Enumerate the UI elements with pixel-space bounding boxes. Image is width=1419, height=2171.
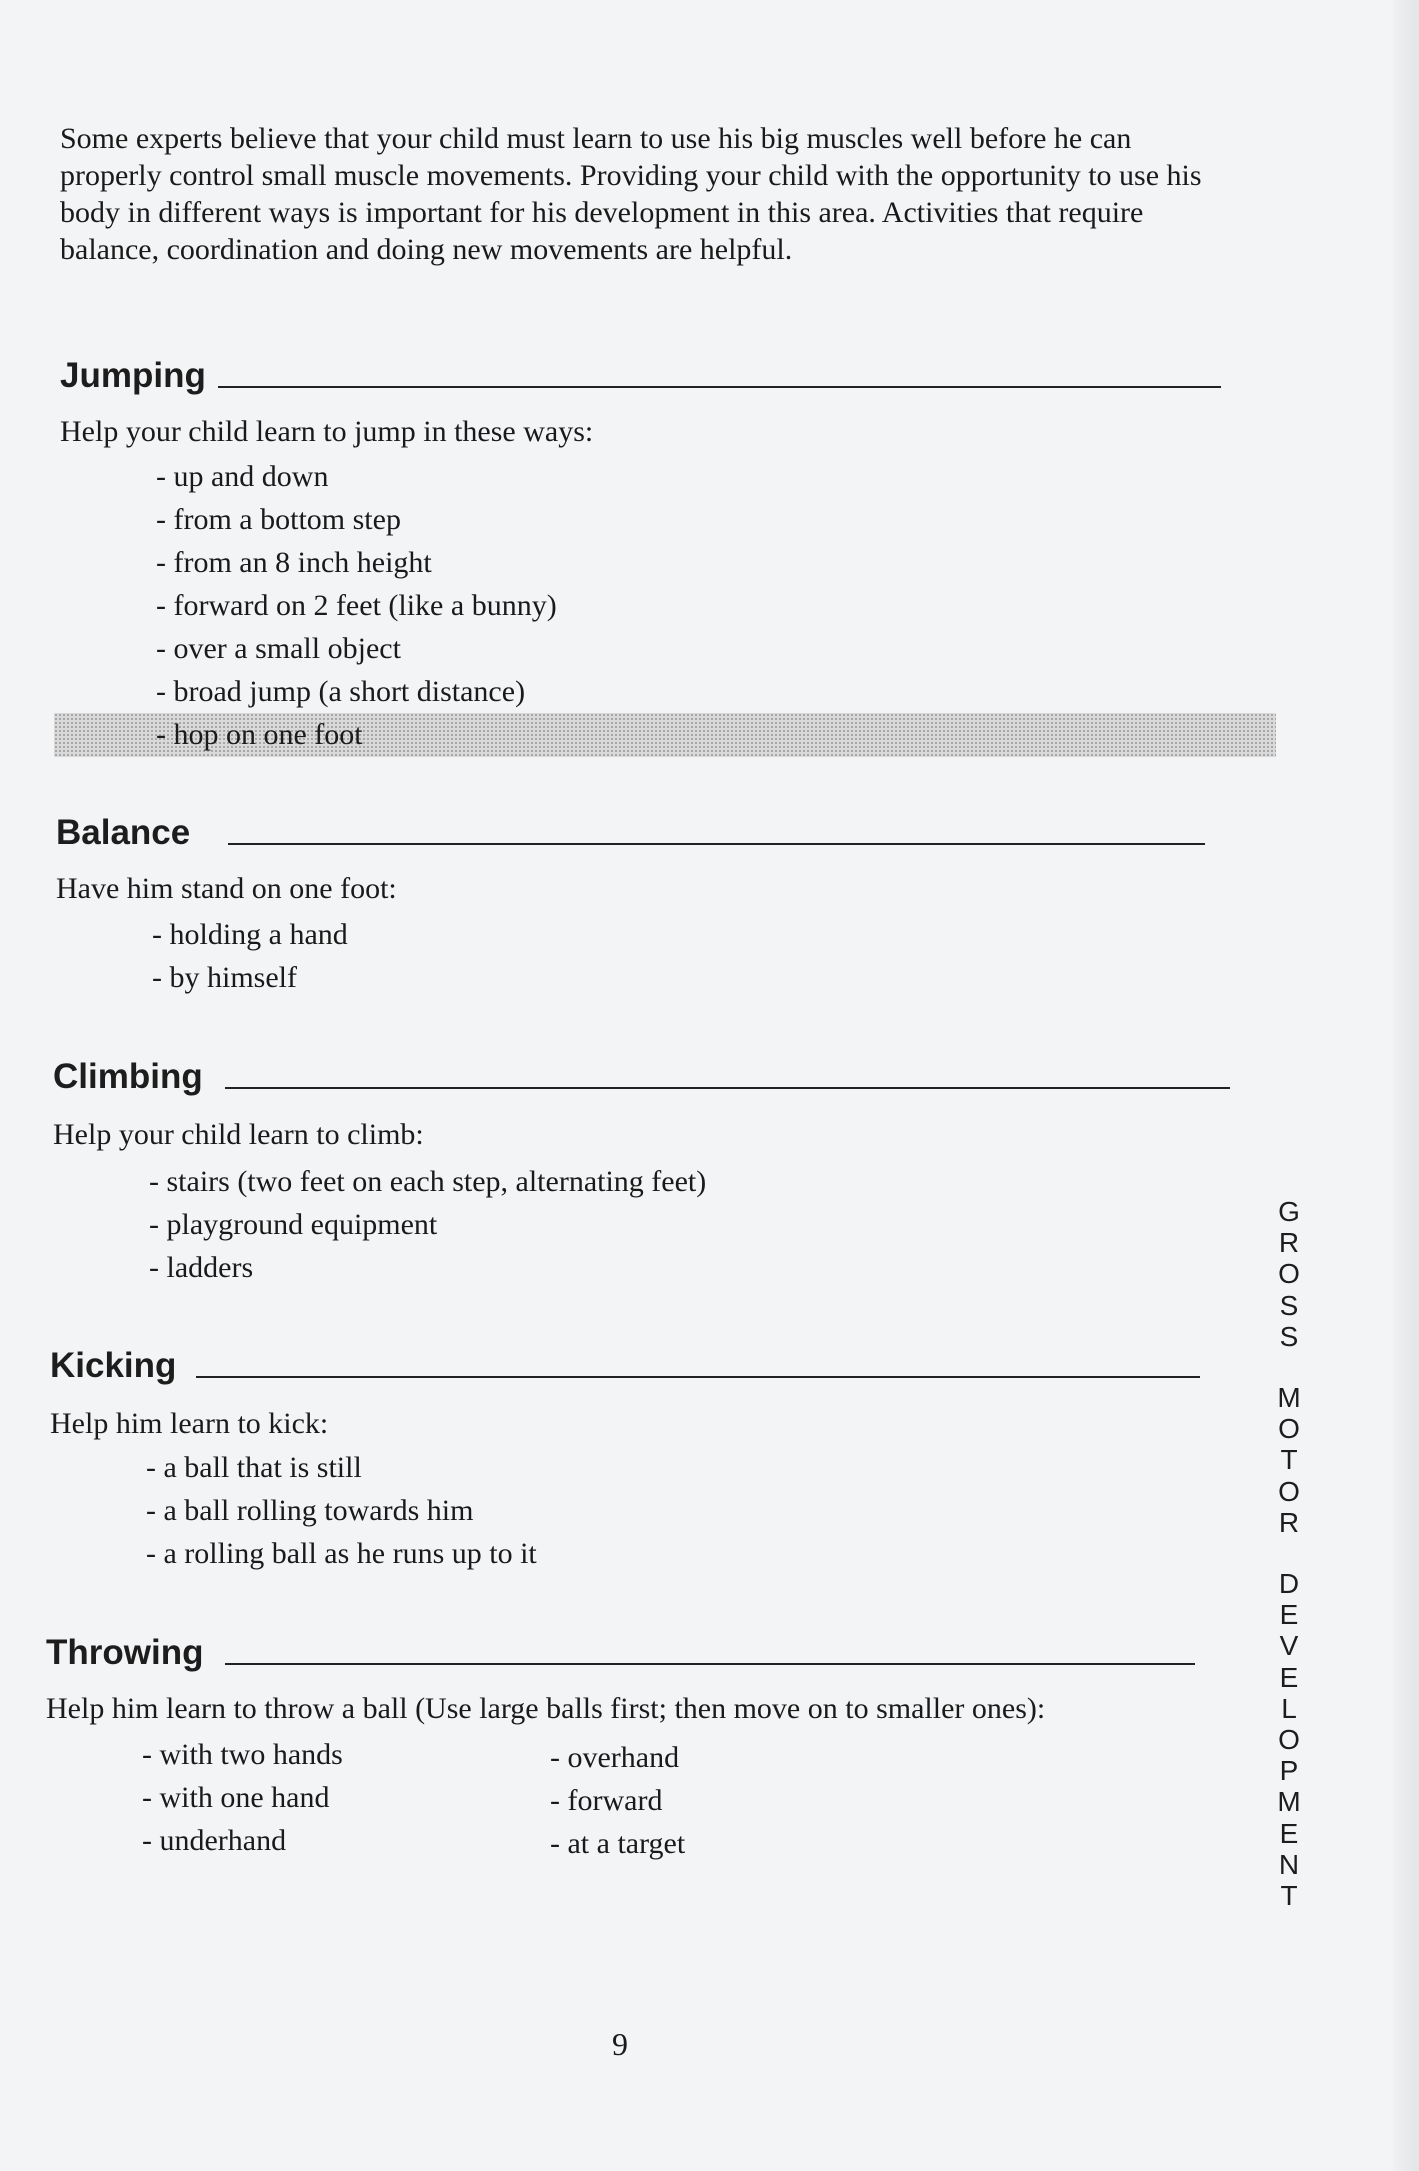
kicking-heading [50,1346,1200,1386]
throwing-lead: Help him learn to throw a ball (Use large balls first; then move on to smaller ones): [46,1692,1046,1725]
jumping-title: Jumping [60,356,206,395]
balance-heading [56,813,1205,853]
throwing-list-col2 [550,1736,685,1865]
list-item: - up and down [156,460,329,493]
list-item: - ladders [149,1251,254,1284]
jumping-list [156,455,1276,757]
page-number: 9 [612,2026,628,2062]
sidebar-vertical-title [1272,1196,1306,1911]
list-item: - from a bottom step [156,503,401,536]
list-item: - forward [550,1784,663,1817]
list-item: - a ball rolling towards him [146,1494,474,1527]
jumping-rule [218,386,1221,388]
sidebar-letter: O [1278,1413,1300,1445]
climbing-lead: Help your child learn to climb: [53,1118,424,1151]
list-item: - a ball that is still [146,1451,362,1484]
list-item-highlighted: - hop on one foot [54,713,1276,757]
sidebar-letter: T [1280,1444,1298,1476]
sidebar-letter: S [1279,1289,1299,1321]
sidebar-letter: E [1279,1817,1299,1849]
list-item: - by himself [152,961,297,994]
climbing-heading [53,1057,1230,1097]
list-item: - a rolling ball as he runs up to it [146,1537,537,1570]
sidebar-word [1272,1382,1306,1538]
sidebar-letter: V [1279,1630,1299,1662]
list-item: - forward on 2 feet (like a bunny) [156,589,557,622]
page-edge-shadow [1393,0,1419,2171]
throwing-title: Throwing [46,1633,204,1672]
sidebar-letter: M [1277,1382,1301,1414]
sidebar-letter: G [1278,1196,1300,1227]
sidebar-letter: M [1277,1786,1301,1818]
sidebar-letter: T [1280,1880,1298,1912]
sidebar-letter: R [1278,1227,1300,1259]
sidebar-letter: O [1278,1724,1300,1756]
sidebar-letter: E [1279,1661,1299,1693]
throwing-heading [46,1633,1195,1673]
sidebar-letter: O [1278,1258,1300,1290]
list-item: - at a target [550,1827,686,1860]
throwing-list-col1 [142,1733,343,1862]
sidebar-word [1272,1196,1306,1352]
balance-lead: Have him stand on one foot: [56,872,397,905]
sidebar-letter: L [1281,1692,1297,1724]
list-item: - stairs (two feet on each step, alternating feet) [149,1165,707,1198]
sidebar-letter: D [1278,1568,1300,1600]
kicking-lead: Help him learn to kick: [50,1407,329,1440]
sidebar-letter: S [1279,1320,1299,1352]
kicking-title: Kicking [50,1346,177,1385]
kicking-list [146,1446,537,1575]
climbing-title: Climbing [53,1057,203,1096]
sidebar-word [1272,1568,1306,1911]
list-item: - with one hand [142,1781,330,1814]
throwing-rule [225,1663,1195,1665]
balance-list [152,913,348,999]
climbing-rule [225,1087,1230,1089]
sidebar-letter: N [1278,1848,1300,1880]
climbing-list [149,1160,706,1289]
list-item: - with two hands [142,1738,343,1771]
intro-paragraph: Some experts believe that your child must learn to use his big muscles well before he can properly control small muscle movements. Providing your child with the opportunity to use his body in different ways is important for his development in this area. Activities that require balance, coordination and doing new movements are helpful. [60,122,1202,266]
list-item: - over a small object [156,632,401,665]
list-item: - underhand [142,1824,287,1857]
list-item: - from an 8 inch height [156,546,432,579]
balance-title: Balance [56,813,191,852]
jumping-heading [60,356,1221,396]
list-item: - overhand [550,1741,680,1774]
list-item: - broad jump (a short distance) [156,675,526,708]
sidebar-letter: P [1279,1755,1299,1787]
sidebar-letter: O [1278,1475,1300,1507]
balance-rule [228,843,1205,845]
list-item: - holding a hand [152,918,348,951]
sidebar-letter: R [1278,1506,1300,1538]
sidebar-letter: E [1279,1599,1299,1631]
list-item: - playground equipment [149,1208,438,1241]
kicking-rule [196,1376,1200,1378]
jumping-lead: Help your child learn to jump in these ways: [60,415,594,448]
